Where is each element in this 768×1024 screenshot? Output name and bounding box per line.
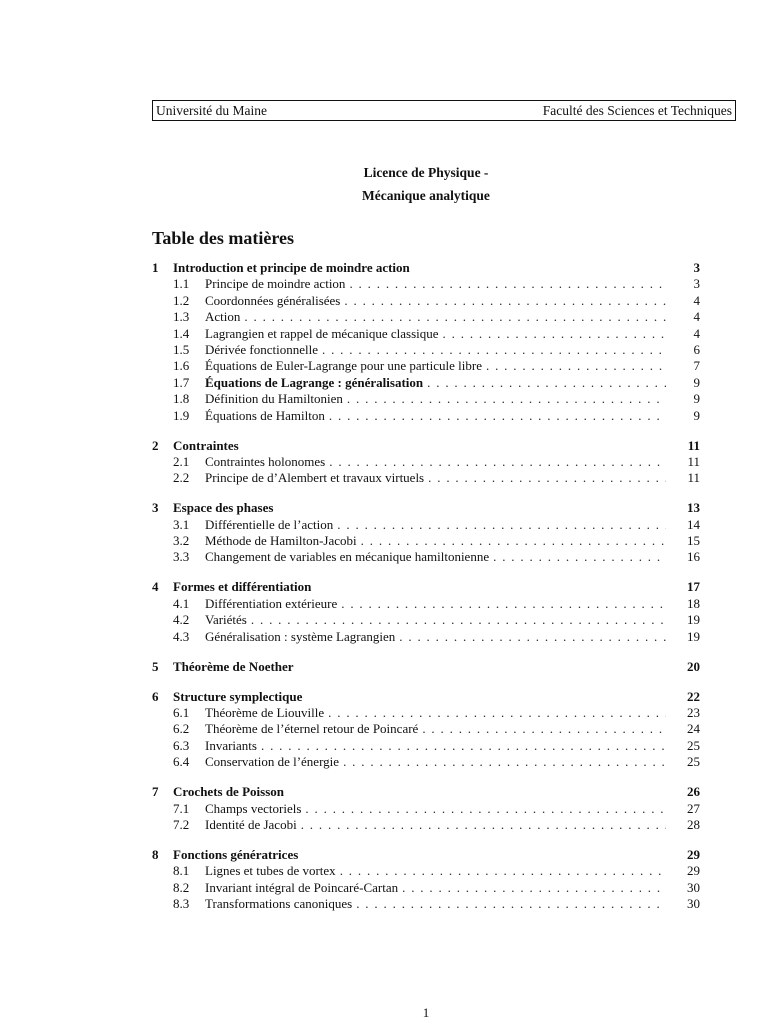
toc-chapter-page: 17 xyxy=(687,579,700,595)
toc-subsection-number: 4.2 xyxy=(173,612,190,628)
toc-subsection-page: 15 xyxy=(687,533,700,549)
toc-dot-leader xyxy=(341,596,666,612)
toc-subsection-number: 8.3 xyxy=(173,896,190,912)
toc-chapter-page: 26 xyxy=(687,784,700,800)
toc-subsection-title: Champs vectoriels xyxy=(205,800,302,816)
toc-chapter-row[interactable] xyxy=(152,847,700,863)
toc-subsection-title: Équations de Lagrange : généralisation xyxy=(205,374,424,390)
toc-subsection-title: Équations de Hamilton xyxy=(205,407,325,423)
toc-subsection-number: 2.1 xyxy=(173,453,190,469)
toc-chapter-row[interactable] xyxy=(152,784,700,800)
toc-subsection-page: 19 xyxy=(687,628,700,644)
toc-subsection-page: 16 xyxy=(687,549,700,565)
toc-subsection-page: 30 xyxy=(687,896,700,912)
toc-subsection-title: Dérivée fonctionnelle xyxy=(205,341,318,357)
toc-subsection-row[interactable] xyxy=(152,342,700,358)
toc-subsection-row[interactable] xyxy=(152,612,700,628)
toc-subsection-row[interactable] xyxy=(152,358,700,374)
toc-chapter-page: 22 xyxy=(687,688,700,704)
toc-chapter-row[interactable] xyxy=(152,689,700,705)
toc-chapter-number: 7 xyxy=(152,784,159,800)
toc-dot-leader xyxy=(349,276,666,292)
toc-dot-leader xyxy=(422,721,666,737)
toc-dot-leader xyxy=(322,342,666,358)
toc-subsection-number: 1.6 xyxy=(173,358,190,374)
toc-section xyxy=(152,784,700,833)
toc-dot-leader xyxy=(427,375,666,391)
toc-subsection-row[interactable] xyxy=(152,517,700,533)
toc-subsection-title: Coordonnées généralisées xyxy=(205,292,341,308)
toc-subsection-page: 4 xyxy=(693,325,700,341)
toc-subsection-number: 3.1 xyxy=(173,516,190,532)
toc-subsection-row[interactable] xyxy=(152,408,700,424)
toc-subsection-number: 3.2 xyxy=(173,533,190,549)
toc-chapter-title: Contraintes xyxy=(173,437,239,453)
toc-section xyxy=(152,659,700,675)
toc-dot-leader xyxy=(399,629,666,645)
toc-subsection-number: 8.1 xyxy=(173,863,190,879)
toc-subsection-number: 6.2 xyxy=(173,721,190,737)
toc-subsection-title: Théorème de Liouville xyxy=(205,704,325,720)
toc-section xyxy=(152,438,700,487)
toc-subsection-row[interactable] xyxy=(152,863,700,879)
toc-subsection-row[interactable] xyxy=(152,454,700,470)
toc-subsection-page: 19 xyxy=(687,612,700,628)
toc-dot-leader xyxy=(329,454,666,470)
toc-subsection-row[interactable] xyxy=(152,817,700,833)
toc-section xyxy=(152,689,700,771)
toc-subsection-page: 14 xyxy=(687,516,700,532)
toc-subsection-row[interactable] xyxy=(152,801,700,817)
toc-chapter-row[interactable] xyxy=(152,579,700,595)
toc-subsection-number: 4.3 xyxy=(173,628,190,644)
toc-subsection-title: Principe de moindre action xyxy=(205,276,346,292)
toc-subsection-number: 1.1 xyxy=(173,276,190,292)
toc-subsection-row[interactable] xyxy=(152,738,700,754)
toc-chapter-page: 20 xyxy=(687,658,700,674)
toc-dot-leader xyxy=(305,801,666,817)
table-of-contents xyxy=(152,260,700,926)
toc-subsection-number: 1.3 xyxy=(173,309,190,325)
toc-chapter-title: Espace des phases xyxy=(173,500,274,516)
toc-subsection-row[interactable] xyxy=(152,533,700,549)
toc-chapter-number: 1 xyxy=(152,260,159,275)
toc-subsection-number: 1.2 xyxy=(173,292,190,308)
toc-subsection-page: 24 xyxy=(687,721,700,737)
toc-dot-leader xyxy=(340,863,666,879)
toc-chapter-page: 13 xyxy=(687,500,700,516)
toc-subsection-page: 11 xyxy=(687,470,700,486)
toc-section xyxy=(152,260,700,424)
toc-chapter-row[interactable] xyxy=(152,500,700,516)
toc-dot-leader xyxy=(329,408,666,424)
toc-subsection-page: 25 xyxy=(687,754,700,770)
toc-dot-leader xyxy=(337,517,666,533)
toc-chapter-title: Formes et différentiation xyxy=(173,579,312,595)
toc-subsection-row[interactable] xyxy=(152,596,700,612)
toc-subsection-row[interactable] xyxy=(152,705,700,721)
toc-subsection-title: Différentielle de l’action xyxy=(205,516,334,532)
toc-subsection-title: Changement de variables en mécanique hamiltonienne xyxy=(205,549,490,565)
toc-chapter-page: 29 xyxy=(687,846,700,862)
toc-subsection-page: 4 xyxy=(693,292,700,308)
toc-subsection-number: 6.3 xyxy=(173,737,190,753)
toc-subsection-page: 29 xyxy=(687,863,700,879)
toc-section xyxy=(152,847,700,913)
course-title-line2: Mécanique analytique xyxy=(362,188,490,203)
toc-subsection-title: Différentiation extérieure xyxy=(205,595,338,611)
toc-chapter-number: 2 xyxy=(152,437,159,453)
toc-subsection-row[interactable] xyxy=(152,326,700,342)
toc-dot-leader xyxy=(493,549,666,565)
toc-subsection-number: 1.9 xyxy=(173,407,190,423)
toc-subsection-page: 7 xyxy=(693,358,700,374)
toc-subsection-title: Généralisation : système Lagrangien xyxy=(205,628,396,644)
toc-chapter-title: Fonctions génératrices xyxy=(173,846,299,862)
toc-chapter-page: 3 xyxy=(693,260,700,275)
toc-dot-leader xyxy=(361,533,666,549)
toc-subsection-page: 30 xyxy=(687,879,700,895)
toc-chapter-row[interactable] xyxy=(152,438,700,454)
toc-chapter-title: Structure symplectique xyxy=(173,688,303,704)
toc-subsection-row[interactable] xyxy=(152,754,700,770)
toc-subsection-title: Méthode de Hamilton-Jacobi xyxy=(205,533,357,549)
toc-chapter-number: 6 xyxy=(152,688,159,704)
toc-subsection-number: 3.3 xyxy=(173,549,190,565)
toc-subsection-page: 25 xyxy=(687,737,700,753)
toc-section xyxy=(152,579,700,645)
toc-subsection-number: 2.2 xyxy=(173,470,190,486)
toc-dot-leader xyxy=(443,326,666,342)
toc-subsection-number: 1.8 xyxy=(173,391,190,407)
toc-heading: Table des matières xyxy=(152,228,294,248)
toc-dot-leader xyxy=(356,896,666,912)
course-title-line1: Licence de Physique - xyxy=(363,165,489,180)
toc-subsection-number: 6.1 xyxy=(173,704,190,720)
toc-subsection-row[interactable] xyxy=(152,309,700,325)
toc-subsection-title: Contraintes holonomes xyxy=(205,453,326,469)
toc-subsection-title: Transformations canoniques xyxy=(205,896,353,912)
toc-subsection-page: 6 xyxy=(693,341,700,357)
toc-subsection-page: 3 xyxy=(693,276,700,292)
toc-subsection-number: 8.2 xyxy=(173,879,190,895)
toc-subsection-number: 7.2 xyxy=(173,816,190,832)
toc-subsection-row[interactable] xyxy=(152,276,700,292)
header-box xyxy=(152,100,736,121)
toc-subsection-title: Conservation de l’énergie xyxy=(205,754,340,770)
toc-subsection-page: 4 xyxy=(693,309,700,325)
toc-subsection-title: Définition du Hamiltonien xyxy=(205,391,343,407)
toc-subsection-page: 9 xyxy=(693,391,700,407)
toc-subsection-page: 18 xyxy=(687,595,700,611)
toc-subsection-row[interactable] xyxy=(152,880,700,896)
toc-dot-leader xyxy=(402,880,666,896)
toc-subsection-row[interactable] xyxy=(152,896,700,912)
toc-subsection-title: Identité de Jacobi xyxy=(205,816,297,832)
toc-dot-leader xyxy=(328,705,666,721)
toc-subsection-title: Variétés xyxy=(205,612,247,628)
toc-chapter-title: Théorème de Noether xyxy=(173,658,294,674)
toc-subsection-title: Invariant intégral de Poincaré-Cartan xyxy=(205,879,399,895)
toc-dot-leader xyxy=(347,391,666,407)
toc-subsection-title: Théorème de l’éternel retour de Poincaré xyxy=(205,721,419,737)
toc-subsection-title: Lagrangien et rappel de mécanique classique xyxy=(205,325,439,341)
toc-chapter-title: Introduction et principe de moindre action xyxy=(173,260,410,275)
toc-dot-leader xyxy=(261,738,666,754)
university-name: Université du Maine xyxy=(156,102,267,118)
page-number: 1 xyxy=(422,1005,430,1020)
toc-subsection-page: 9 xyxy=(693,374,700,390)
toc-chapter-title: Crochets de Poisson xyxy=(173,784,284,800)
toc-dot-leader xyxy=(244,309,666,325)
toc-dot-leader xyxy=(344,293,666,309)
toc-subsection-row[interactable] xyxy=(152,721,700,737)
toc-chapter-number: 3 xyxy=(152,500,159,516)
toc-subsection-title: Invariants xyxy=(205,737,257,753)
toc-subsection-title: Lignes et tubes de vortex xyxy=(205,863,336,879)
toc-subsection-page: 27 xyxy=(687,800,700,816)
toc-subsection-row[interactable] xyxy=(152,391,700,407)
toc-chapter-number: 5 xyxy=(152,658,159,674)
toc-subsection-row[interactable] xyxy=(152,549,700,565)
toc-subsection-number: 7.1 xyxy=(173,800,190,816)
toc-subsection-page: 9 xyxy=(693,407,700,423)
toc-subsection-number: 1.7 xyxy=(173,374,190,390)
toc-chapter-number: 4 xyxy=(152,579,159,595)
toc-subsection-title: Action xyxy=(205,309,241,325)
toc-dot-leader xyxy=(251,612,666,628)
toc-subsection-row[interactable] xyxy=(152,375,700,391)
toc-subsection-page: 11 xyxy=(687,453,700,469)
toc-dot-leader xyxy=(343,754,666,770)
toc-dot-leader xyxy=(301,817,666,833)
toc-section xyxy=(152,500,700,566)
toc-subsection-title: Principe de d’Alembert et travaux virtuels xyxy=(205,470,425,486)
toc-subsection-row[interactable] xyxy=(152,293,700,309)
toc-subsection-row[interactable] xyxy=(152,470,700,486)
toc-chapter-number: 8 xyxy=(152,846,159,862)
toc-chapter-row[interactable] xyxy=(152,659,700,675)
toc-chapter-page: 11 xyxy=(687,437,700,453)
toc-chapter-row[interactable] xyxy=(152,260,700,276)
toc-subsection-number: 1.4 xyxy=(173,325,190,341)
toc-subsection-row[interactable] xyxy=(152,629,700,645)
toc-subsection-page: 28 xyxy=(687,816,700,832)
toc-subsection-page: 23 xyxy=(687,704,700,720)
toc-subsection-number: 1.5 xyxy=(173,341,190,357)
toc-dot-leader xyxy=(486,358,666,374)
toc-subsection-number: 6.4 xyxy=(173,754,190,770)
toc-subsection-number: 4.1 xyxy=(173,595,190,611)
faculty-name: Faculté des Sciences et Techniques xyxy=(542,102,732,118)
toc-dot-leader xyxy=(428,470,666,486)
toc-subsection-title: Équations de Euler-Lagrange pour une particule libre xyxy=(205,358,482,374)
